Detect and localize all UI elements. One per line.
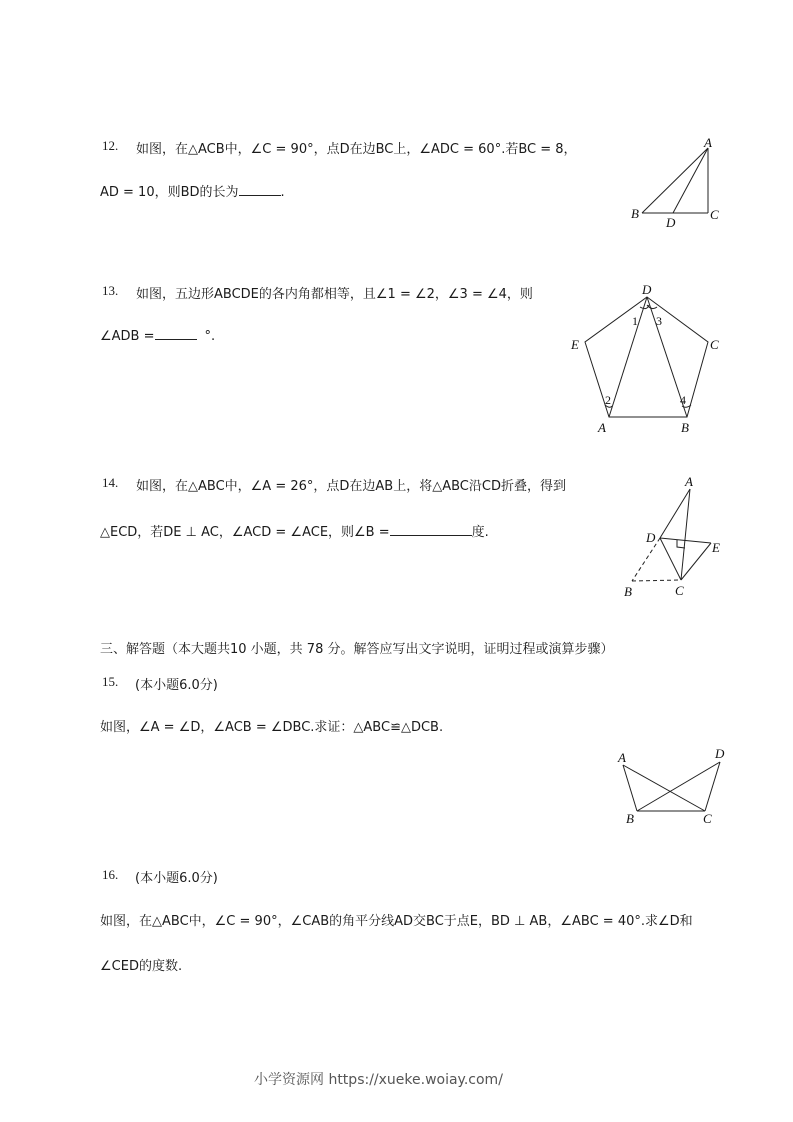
q15-label-c: C — [703, 811, 712, 826]
q13-label-e: E — [571, 337, 579, 352]
q16-line1: 如图，在△ABC中，∠C = 90°，∠CAB的角平分线AD交BC于点E，BD ⊥ AB，∠ABC = 40°.求∠D和 — [100, 914, 693, 929]
q13-label-c: C — [710, 337, 719, 352]
q14-line2-prefix: △ECD，若DE ⊥ AC，∠ACD = ∠ACE，则∠B = — [100, 525, 390, 540]
q12-label-b: B — [631, 206, 639, 221]
q12-line2-prefix: AD = 10，则BD的长为 — [100, 185, 239, 200]
q15-text: 如图，∠A = ∠D，∠ACB = ∠DBC.求证：△ABC≌△DCB. — [100, 720, 444, 735]
q13-angle-2: 2 — [605, 393, 611, 407]
q15-points: (本小题6.0分) — [135, 678, 218, 693]
q13-line2-suffix: °. — [204, 329, 216, 344]
q14-label-b: B — [624, 584, 632, 599]
q13-line2-prefix: ∠ADB = — [100, 329, 155, 344]
q16-line2: ∠CED的度数. — [100, 959, 183, 974]
q13-number: 13. — [102, 283, 119, 298]
q14-line2-suffix: 度. — [471, 525, 489, 540]
section3-heading: 三、解答题（本大题共10 小题，共 78 分。解答应写出文字说明，证明过程或演算步骤） — [100, 642, 614, 657]
q13-line1: 如图，五边形ABCDE的各内角都相等，且∠1 = ∠2，∠3 = ∠4，则 — [136, 287, 533, 302]
q12-answer-blank[interactable] — [239, 185, 281, 196]
q12-figure — [620, 135, 730, 230]
footer-watermark: 小学资源网 https://xueke.woiay.com/ — [254, 1072, 503, 1088]
q12-line2-suffix: . — [280, 185, 285, 200]
q15-label-a: A — [618, 750, 626, 765]
q14-figure — [610, 470, 730, 600]
q15-label-d: D — [715, 746, 725, 761]
q14-label-c: C — [675, 583, 684, 598]
q14-label-a: A — [685, 474, 693, 489]
q12-number: 12. — [102, 138, 119, 153]
q14-answer-blank[interactable] — [390, 525, 472, 536]
q16-number: 16. — [102, 867, 119, 882]
q12-line2 — [100, 181, 285, 200]
q14-line2 — [100, 521, 489, 540]
q16-points: (本小题6.0分) — [135, 871, 218, 886]
q13-figure — [560, 278, 730, 440]
q15-number: 15. — [102, 674, 119, 689]
q12-label-c: C — [710, 207, 719, 222]
q13-angle-4: 4 — [680, 393, 686, 407]
q14-label-d: D — [646, 530, 656, 545]
q12-label-d: D — [666, 215, 676, 230]
q15-label-b: B — [626, 811, 634, 826]
q13-label-a: A — [598, 420, 606, 435]
q12-label-a: A — [704, 135, 712, 150]
q15-figure — [600, 740, 740, 830]
q14-number: 14. — [102, 475, 119, 490]
q12-line1: 如图，在△ACB中，∠C = 90°，点D在边BC上，∠ADC = 60°.若BC = 8， — [136, 142, 577, 157]
q13-line2 — [100, 329, 215, 344]
q13-label-b: B — [681, 420, 689, 435]
q14-line1: 如图，在△ABC中，∠A = 26°，点D在边AB上，将△ABC沿CD折叠，得到 — [136, 479, 566, 494]
q13-angle-3: 3 — [656, 314, 662, 328]
q13-label-d: D — [642, 282, 652, 297]
q13-angle-1: 1 — [632, 314, 638, 328]
q13-answer-blank[interactable] — [155, 329, 197, 340]
q14-label-e: E — [712, 540, 720, 555]
